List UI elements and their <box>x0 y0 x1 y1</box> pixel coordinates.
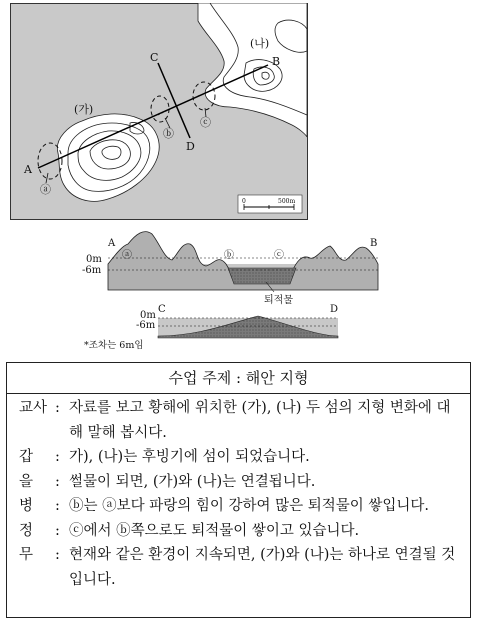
cd-level-minus6m: -6m <box>136 320 156 331</box>
profile-cd <box>158 316 338 338</box>
island-contour-map <box>10 3 308 220</box>
ab-marker-c: ⓒ <box>274 250 284 261</box>
discussion-row <box>19 543 462 592</box>
statement: ⓒ에서 ⓑ쪽으로도 퇴적물이 쌓이고 있습니다. <box>69 522 360 539</box>
ab-level-minus6m: -6m <box>82 265 102 276</box>
scale-bar <box>238 195 302 213</box>
speaker: 무 <box>19 547 34 563</box>
colon: : <box>55 498 60 514</box>
discussion-row <box>19 396 462 445</box>
colon: : <box>55 522 60 539</box>
cd-level-0m: 0m <box>140 310 156 321</box>
cd-label-c: C <box>158 304 166 315</box>
speaker: 갑 <box>19 449 34 465</box>
ab-marker-b: ⓑ <box>224 250 234 261</box>
discussion-row <box>19 519 462 544</box>
svg-text:500m: 500m <box>278 198 296 205</box>
ab-label-a: A <box>108 238 116 249</box>
discussion-box <box>6 362 471 618</box>
discussion-row <box>19 494 462 519</box>
marker-b: ⓑ <box>163 127 174 140</box>
tide-note: *조차는 6m임 <box>84 340 144 351</box>
svg-text:0: 0 <box>242 198 246 205</box>
cd-label-d: D <box>330 304 339 315</box>
sediment-label: 퇴적물 <box>264 295 293 306</box>
discussion-row <box>19 470 462 495</box>
marker-a: ⓐ <box>40 183 51 196</box>
discussion-row <box>19 445 462 470</box>
discussion-rows <box>7 394 470 592</box>
label-ga: (가) <box>74 103 94 116</box>
colon: : <box>55 400 60 416</box>
point-a: A <box>24 163 32 176</box>
discussion-title: 수업 주제 : 해안 지형 <box>7 363 470 394</box>
marker-c: ⓒ <box>200 116 211 129</box>
speaker: 정 <box>19 522 34 539</box>
cross-section-profiles <box>78 224 398 352</box>
colon: : <box>55 473 60 490</box>
point-d: D <box>186 140 195 153</box>
speaker: 교사 <box>19 400 48 416</box>
colon: : <box>55 449 60 465</box>
ab-label-b: B <box>370 238 378 249</box>
statement: 현재와 같은 환경이 지속되면, (가)와 (나)는 하나로 연결될 것입니다. <box>69 547 456 588</box>
speaker: 을 <box>19 473 34 490</box>
statement: 가), (나)는 후빙기에 섬이 되었습니다. <box>69 449 310 465</box>
statement: 썰물이 되면, (가)와 (나)는 연결됩니다. <box>69 473 316 490</box>
speaker: 병 <box>19 498 34 514</box>
label-na: (나) <box>250 37 270 50</box>
statement: ⓑ는 ⓐ보다 파랑의 힘이 강하여 많은 퇴적물이 쌓입니다. <box>69 498 430 514</box>
point-b: B <box>272 55 281 68</box>
colon: : <box>55 547 60 563</box>
statement: 자료를 보고 황해에 위치한 (가), (나) 두 섬의 지형 변화에 대해 말해 봅시다. <box>69 400 451 441</box>
ab-level-0m: 0m <box>86 254 102 265</box>
profile-ab <box>108 232 378 290</box>
ab-marker-a: ⓐ <box>122 250 132 261</box>
point-c: C <box>150 51 159 64</box>
